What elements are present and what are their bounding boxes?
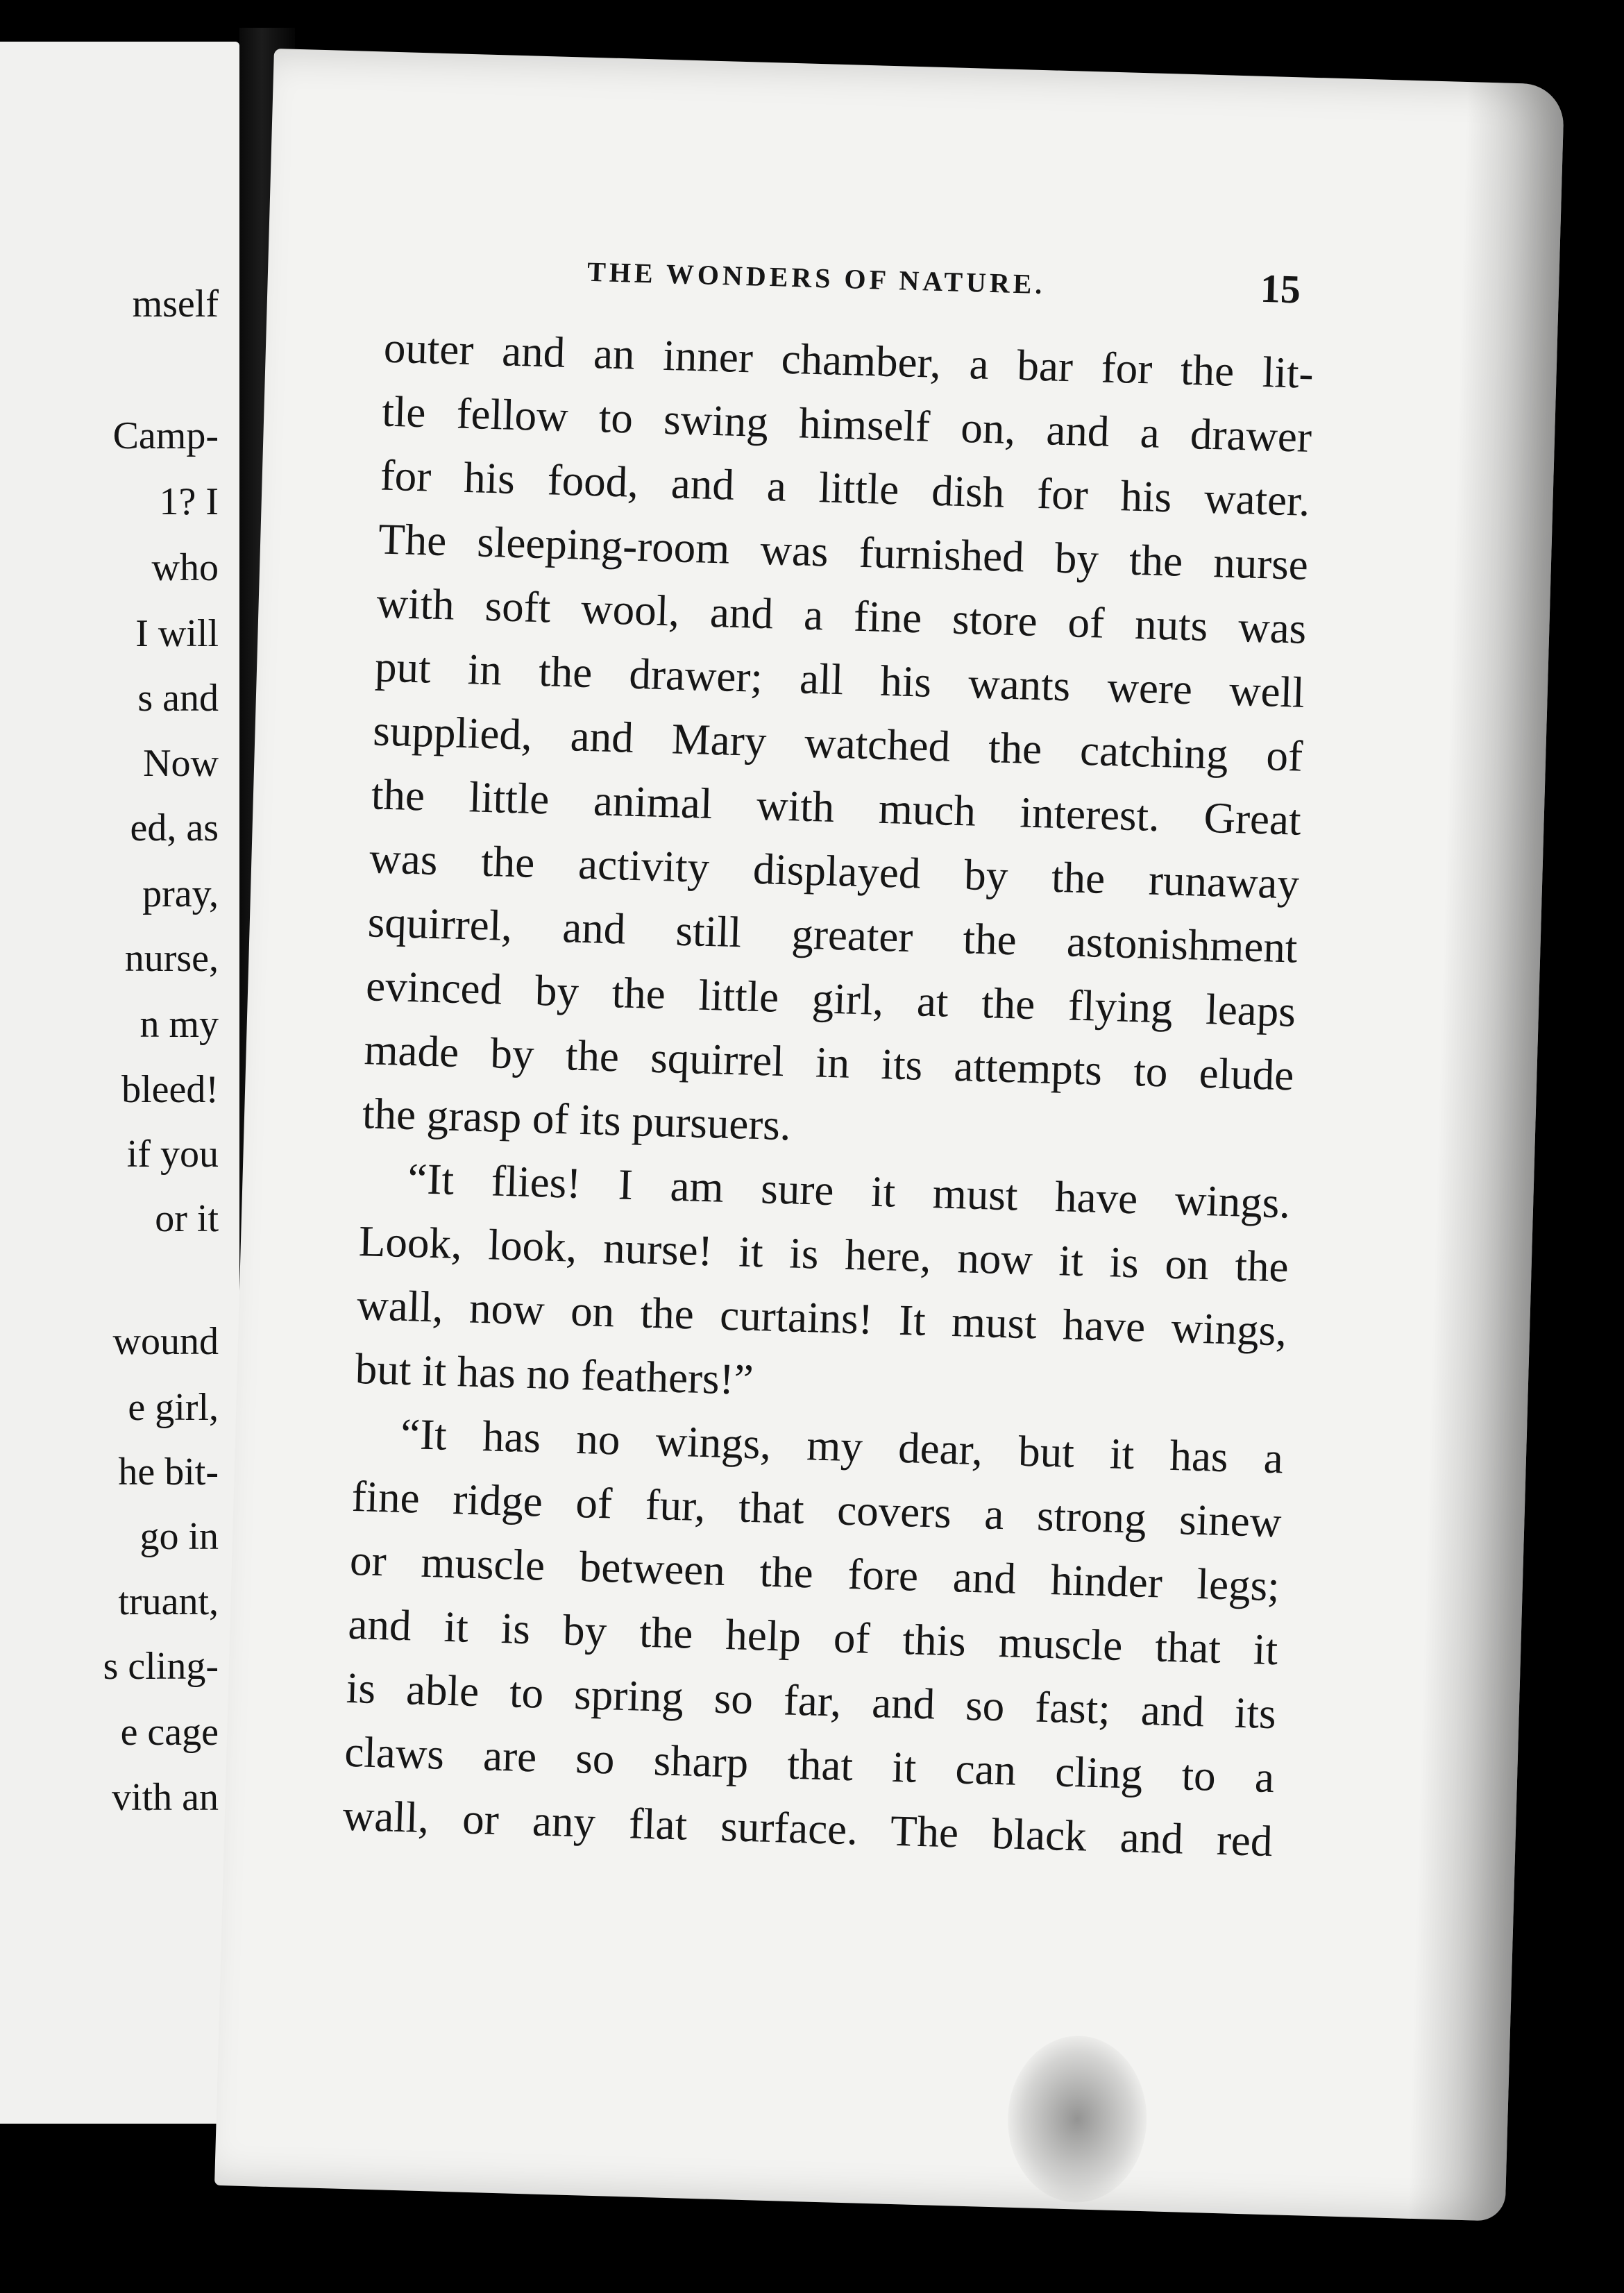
- left-page-line: if you: [126, 1133, 219, 1176]
- text-line: the grasp of its pursuers.: [362, 1089, 792, 1150]
- text-line: wall, now on the curtains! It must have wings,: [356, 1280, 1287, 1355]
- left-page-line: go in: [139, 1515, 219, 1558]
- text-line: wall, or any flat surface. The black and red: [341, 1791, 1274, 1866]
- left-page-line: truant,: [118, 1580, 219, 1623]
- previous-page-fragment: [0, 42, 239, 2124]
- text-line: is able to spring so far, and so fast; and its: [346, 1663, 1277, 1738]
- left-page-line: n my: [139, 1003, 219, 1046]
- left-page-line: s and: [137, 677, 219, 720]
- left-page-line: e cage: [120, 1711, 219, 1754]
- text-line: evinced by the little girl, at the flying leaps: [365, 961, 1296, 1036]
- text-line: and it is by the help of this muscle that it: [347, 1599, 1279, 1675]
- text-line: tle fellow to swing himself on, and a drawer: [381, 387, 1312, 462]
- text-line: for his food, and a little dish for his water.: [379, 450, 1311, 525]
- text-line: but it has no feathers!”: [354, 1344, 754, 1405]
- left-page-line: s cling-: [103, 1645, 219, 1688]
- text-line: The sleeping-room was furnished by the nurse: [378, 514, 1309, 589]
- body-text: [342, 316, 1314, 1874]
- text-line: was the activity displayed by the runaway: [369, 834, 1300, 908]
- text-line: the little animal with much interest. Great: [371, 770, 1302, 845]
- left-page-line: mself: [132, 282, 219, 325]
- left-page-line: he bit-: [118, 1450, 219, 1494]
- page-stain: [1006, 2034, 1149, 2204]
- text-line: “It has no wings, my dear, but it has a: [400, 1409, 1284, 1483]
- text-line: made by the squirrel in its attempts to elude: [363, 1025, 1295, 1100]
- left-page-line: pray,: [142, 872, 219, 915]
- left-page-line: nurse,: [124, 937, 219, 980]
- left-page-line: bleed!: [121, 1068, 219, 1111]
- book-page: [214, 49, 1564, 2222]
- left-page-line: wound: [112, 1320, 219, 1363]
- left-page-line: Now: [143, 742, 219, 785]
- text-line: or muscle between the fore and hinder legs;: [349, 1535, 1280, 1611]
- text-line: claws are so sharp that it can cling to a: [344, 1727, 1275, 1802]
- text-line: squirrel, and still greater the astonishment: [366, 897, 1299, 972]
- left-page-line: e girl,: [128, 1386, 219, 1429]
- left-page-line: ed, as: [130, 806, 219, 849]
- text-line: Look, look, nurse! it is here, now it is on the: [358, 1217, 1289, 1292]
- text-line: “It flies! I am sure it must have wings.: [407, 1154, 1292, 1228]
- left-page-line: 1? I: [159, 480, 219, 523]
- text-line: fine ridge of fur, that covers a strong sinew: [350, 1471, 1283, 1547]
- text-line: outer and an inner chamber, a bar for the lit-: [383, 323, 1314, 398]
- left-page-line: vith an: [112, 1776, 219, 1819]
- text-line: with soft wool, and a fine store of nuts was: [375, 578, 1308, 653]
- left-page-line: or it: [155, 1197, 219, 1240]
- left-page-line: who: [151, 546, 219, 589]
- left-page-line: I will: [135, 612, 219, 655]
- text-line: put in the drawer; all his wants were well: [374, 642, 1305, 717]
- left-page-line: Camp-: [112, 414, 219, 457]
- text-line: supplied, and Mary watched the catching of: [372, 706, 1304, 781]
- page-number: 15: [1260, 265, 1301, 312]
- running-title: THE WONDERS OF NATURE.: [586, 255, 1047, 301]
